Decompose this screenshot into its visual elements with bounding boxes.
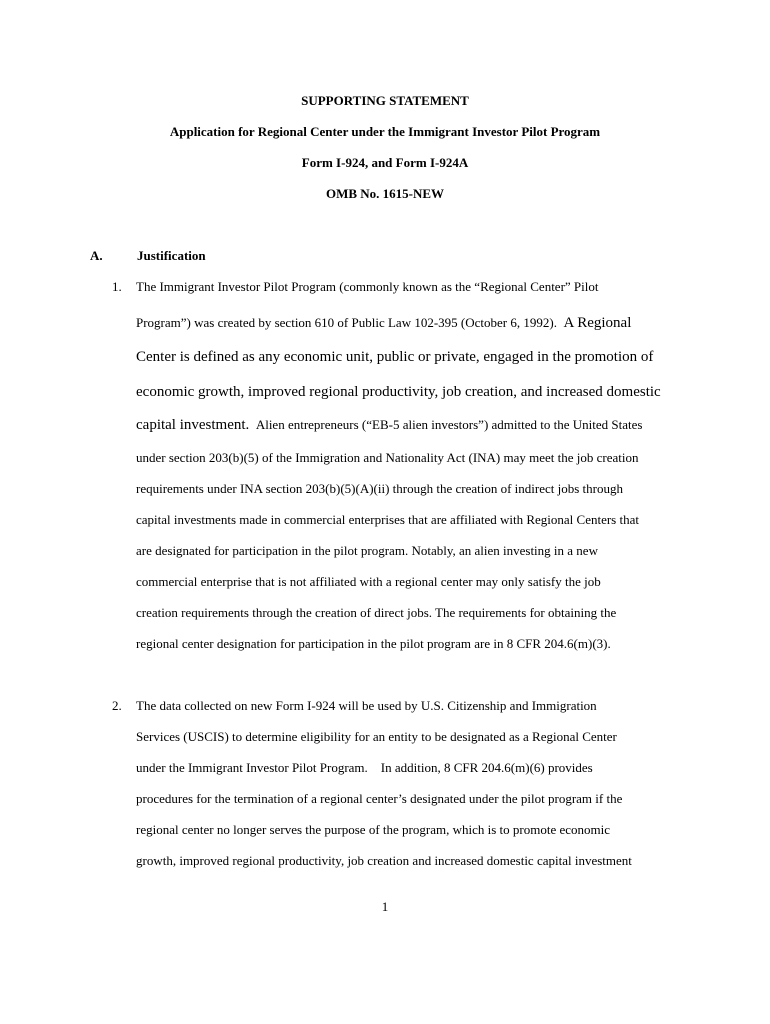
paragraph-line: under the Immigrant Investor Pilot Program. In addition, 8 CFR 204.6(m)(6) provides xyxy=(136,760,593,775)
paragraph-line: Services (USCIS) to determine eligibility for an entity to be designated as a Regional Center xyxy=(136,729,617,744)
form-numbers: Form I-924, and Form I-924A xyxy=(301,155,469,170)
paragraph-line: commercial enterprise that is not affiliated with a regional center may only satisfy the job xyxy=(136,574,601,589)
paragraph-text: Alien entrepreneurs (“EB-5 alien investors”) admitted to the United States xyxy=(255,417,643,432)
paragraph-line: regional center no longer serves the purpose of the program, which is to promote economic xyxy=(136,822,610,837)
paragraph-line: are designated for participation in the pilot program. Notably, an alien investing in a new xyxy=(136,543,598,558)
paragraph-line: under section 203(b)(5) of the Immigration and Nationality Act (INA) may meet the job creation xyxy=(136,450,639,465)
paragraph-line: regional center designation for participation in the pilot program are in 8 CFR 204.6(m)(3). xyxy=(136,636,611,651)
paragraph-line: Center is defined as any economic unit, public or private, engaged in the promotion of xyxy=(136,349,654,365)
document-title: SUPPORTING STATEMENT xyxy=(301,93,469,108)
omb-number: OMB No. 1615-NEW xyxy=(325,186,445,201)
paragraph-text: capital investment. xyxy=(136,417,250,433)
paragraph-line: creation requirements through the creation of direct jobs. The requirements for obtaining the xyxy=(136,605,617,620)
section-title: Justification xyxy=(137,248,206,263)
paragraph-line: growth, improved regional productivity, job creation and increased domestic capital investment xyxy=(136,853,632,868)
paragraph-text: A Regional xyxy=(563,315,632,331)
paragraph-text: Program”) was created by section 610 of Public Law 102-395 (October 6, 1992). xyxy=(136,315,557,330)
section-letter: A. xyxy=(90,248,103,263)
list-item-number: 1. xyxy=(112,279,122,294)
paragraph-line: procedures for the termination of a regional center’s designated under the pilot program if the xyxy=(136,791,623,806)
paragraph-line: economic growth, improved regional productivity, job creation, and increased domestic xyxy=(136,384,661,400)
paragraph-line xyxy=(136,315,631,331)
paragraph-line: The Immigrant Investor Pilot Program (commonly known as the “Regional Center” Pilot xyxy=(136,279,599,294)
paragraph-line: requirements under INA section 203(b)(5)(A)(ii) through the creation of indirect jobs through xyxy=(136,481,623,496)
page-number: 1 xyxy=(381,899,389,914)
paragraph-line xyxy=(136,417,642,433)
list-item-number: 2. xyxy=(112,698,122,713)
document-subtitle: Application for Regional Center under the Immigrant Investor Pilot Program xyxy=(169,124,601,139)
paragraph-line: capital investments made in commercial enterprises that are affiliated with Regional Centers that xyxy=(136,512,639,527)
paragraph-line: The data collected on new Form I-924 will be used by U.S. Citizenship and Immigration xyxy=(136,698,597,713)
